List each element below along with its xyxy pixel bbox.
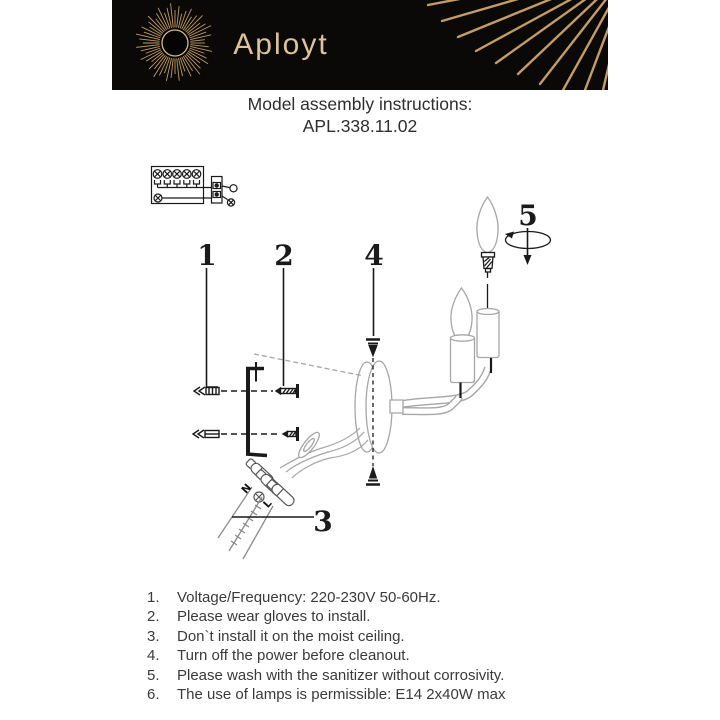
item-number: 1. [147,589,160,606]
brand-name: Aployt [233,28,329,61]
instruction-item [147,607,577,626]
anchor-screw-row-1 [194,384,298,398]
item-number: 6. [147,686,160,704]
part-number-4: 4 [364,239,384,272]
page-title: Model assembly instructions: [247,94,473,114]
item-number: 5. [147,666,160,684]
item-number: 4. [147,647,160,665]
wire-label-neutral: N [239,481,255,497]
wire-connectors [245,457,296,507]
leader-line-1 [207,268,219,387]
ring-terminal [230,185,237,192]
item-text: Turn off the power before cleanout. [177,647,410,665]
model-number: APL.338.11.02 [302,116,418,136]
terminal-screws [153,170,201,184]
item-text: Please wash with the sanitizer without corrosivity. [177,666,505,684]
ground-screw [154,194,162,202]
instruction-item [147,588,577,607]
bulb-base-e14 [482,253,495,309]
anchor-screw-row-2 [193,427,298,441]
item-text: Please wear gloves to install. [177,608,371,626]
arm-stub [390,400,403,413]
mounting-screw [276,384,298,398]
instruction-item [147,627,577,646]
wall-anchor-arrows [194,387,205,395]
item-text: Voltage/Frequency: 220-230V 50-60Hz. [177,589,441,606]
rotation-arrow [505,228,551,265]
candle-bulb-left [451,288,472,341]
part-number-3: 3 [313,505,333,538]
block-screw [227,199,234,206]
candle-bulb-right [477,197,498,253]
instructions-list [147,588,577,704]
construction-line [254,354,364,376]
part-number-1: 1 [197,239,217,272]
item-text: Don`t install it on the moist ceiling. [177,627,405,645]
instruction-item [147,666,577,685]
item-text: The use of lamps is permissible: E14 2x40W max [177,686,506,704]
wiring-diagram [152,167,238,207]
mounting-bracket [246,362,267,456]
terminal-block [212,177,223,204]
instruction-item [147,646,577,665]
part-number-5: 5 [518,199,538,232]
mounting-screw [283,427,298,441]
wall-anchor-arrows [193,430,204,438]
wire-label-live: L [261,497,275,511]
candle-socket-left [451,335,475,383]
item-number: 2. [147,608,160,626]
instruction-item [147,685,577,704]
part-number-2: 2 [274,239,294,272]
candle-socket-right [477,309,499,358]
item-number: 3. [147,627,160,645]
